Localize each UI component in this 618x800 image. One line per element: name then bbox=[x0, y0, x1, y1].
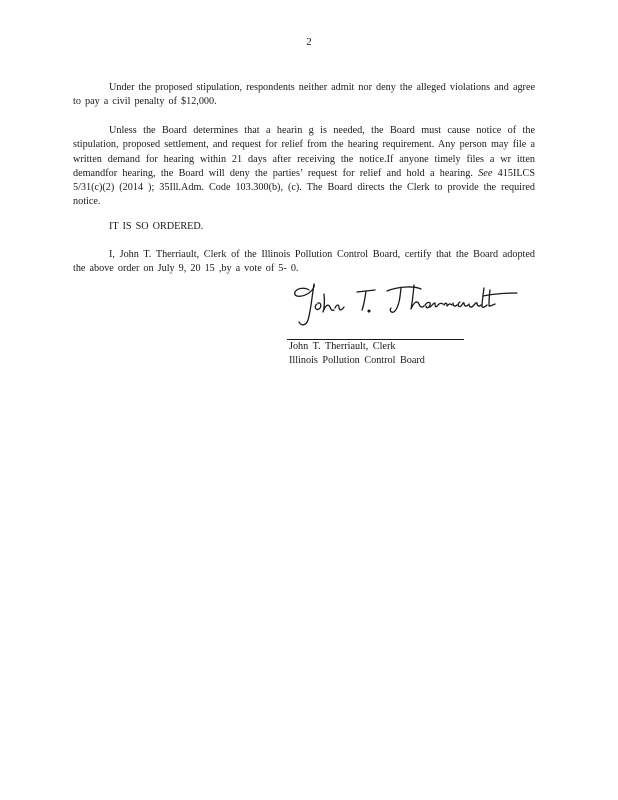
signature-graphic bbox=[287, 278, 527, 330]
signatory-name-title: John T. Therriault, Clerk bbox=[289, 341, 396, 352]
paragraph-stipulation: Under the proposed stipulation, respondents neither admit nor deny the alleged violations and agree to pay a civil penalty of $12,000. bbox=[73, 82, 535, 108]
clerk-certification: I, John T. Therriault, Clerk of the Illinois Pollution Control Board, certify that the Board adopted the above order on July 9, 20 15 ,by a vote of 5- 0. bbox=[73, 249, 535, 275]
statute-citation-text: 415ILCS 5/31(c)(2) (2014 ); 35Ill.Adm. Code 103.300(b), (c). The Board directs the Clerk to provide the required notice. bbox=[73, 167, 536, 208]
handwritten-signature bbox=[287, 278, 527, 330]
hearing-notice-text: Unless the Board determines that a hearin g is needed, the Board must cause notice of the stipulation, proposed settlement, and request for relief from the hearing requirement. Any person may file a written demand for hearing within 21 days after receiving the notice.If anyone timely files a wr itten demandfor hearing, the Board will deny the parties’ request for relief and hold a hearing. bbox=[73, 125, 535, 179]
paragraph-hearing-notice bbox=[73, 124, 535, 209]
so-ordered-line: IT IS SO ORDERED. bbox=[109, 221, 204, 233]
page-number: 2 bbox=[306, 36, 312, 48]
signature-line bbox=[287, 339, 464, 340]
see-citation-signal: See bbox=[478, 167, 493, 179]
signatory-organization: Illinois Pollution Control Board bbox=[289, 355, 425, 366]
